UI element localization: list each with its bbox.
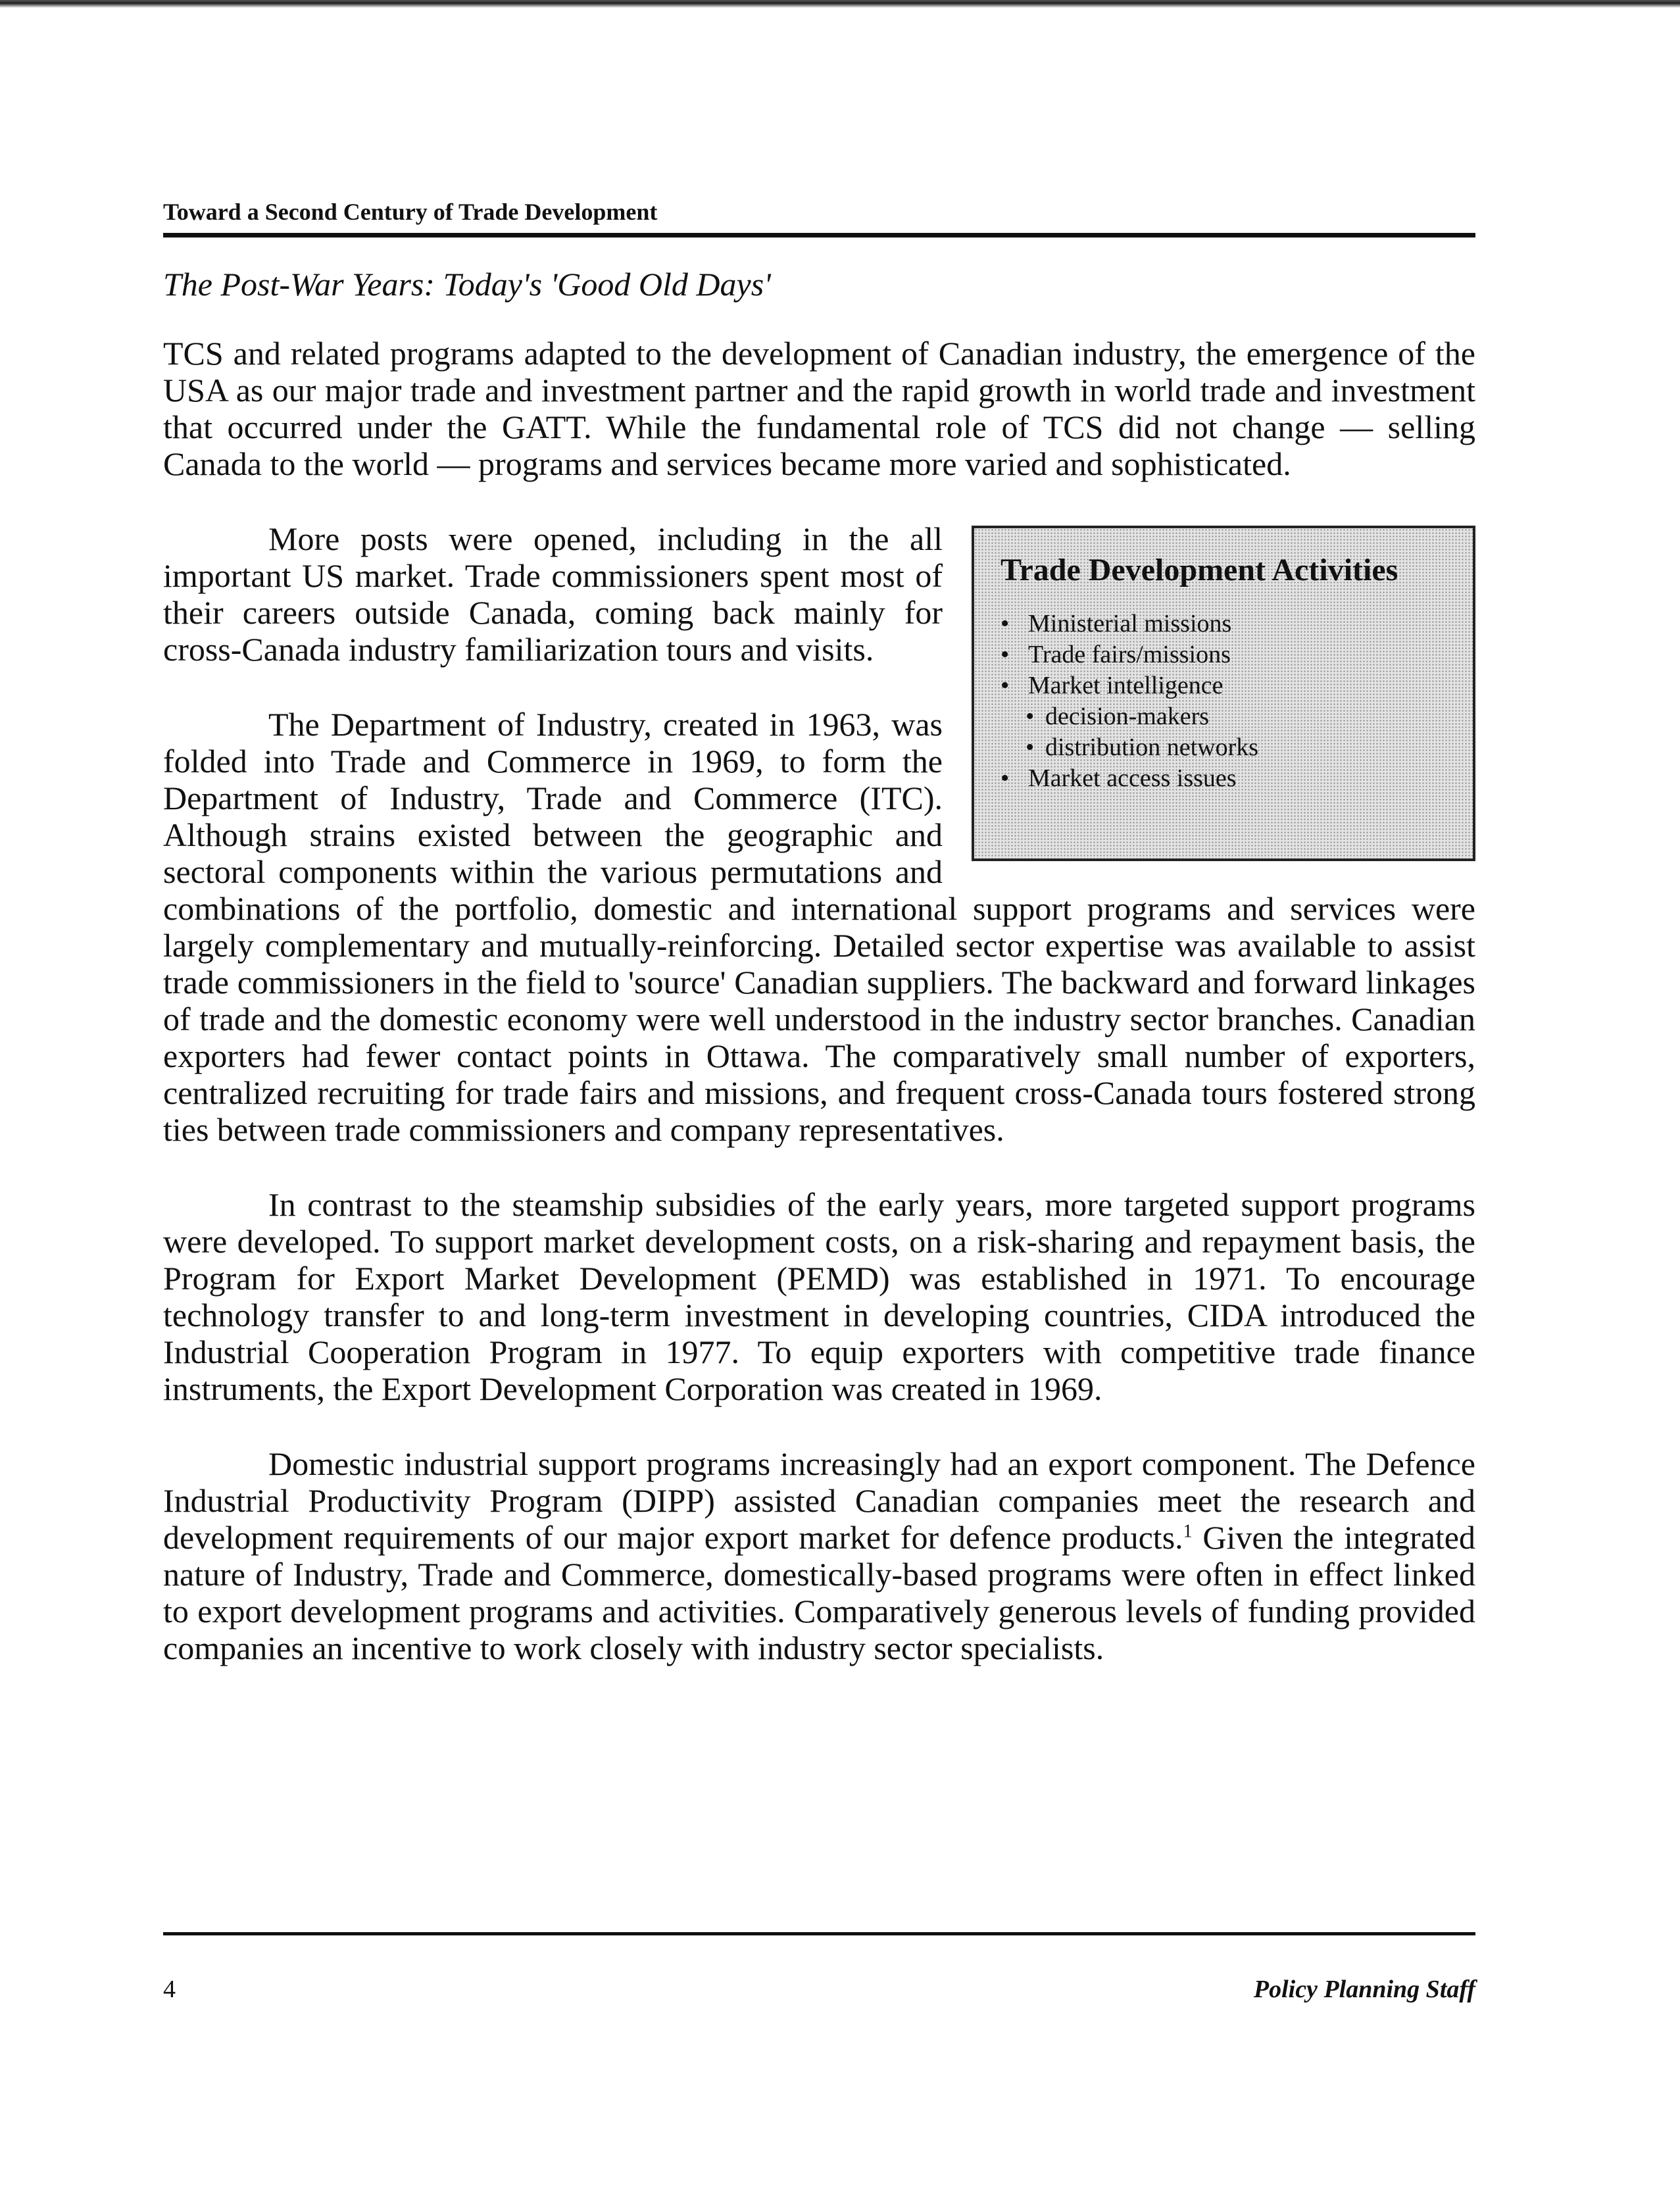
sidebar-title: Trade Development Activities: [1001, 553, 1398, 587]
paragraph-department: The Department of Industry, created in 1963, was folded into Trade and Commerce in 1969, to form the Department of Industry, Trade and Commerce (ITC). Although strains existed between the geographic and sectoral components within the various permutations and combinations of the portfolio, domestic and international support programs and services were largely complementary and mutually-reinforcing. Detailed sector expertise was available to assist trade commissioners in the field to 'source' Canadian suppliers. The backward and forward linkages of trade and the domestic economy were well understood in the industry sector branches. Canadian exporters had fewer contact points in Ottawa. The comparatively small number of exporters, centralized recruiting for trade fairs and missions, and frequent cross-Canada tours fostered strong ties between trade commissioners and company representatives.: [163, 706, 1475, 1148]
sidebar-item: • Trade fairs/missions: [1001, 639, 1453, 670]
sidebar-list: [1001, 609, 1453, 794]
running-header: Toward a Second Century of Trade Development: [163, 195, 1475, 237]
scan-edge: [0, 0, 1680, 8]
page-number: 4: [163, 1976, 176, 2003]
bullet-icon: •: [1025, 703, 1035, 730]
paragraph-intro: TCS and related programs adapted to the development of Canadian industry, the emergence of the USA as our major trade and investment partner and the rapid growth in world trade and investment that occurred under the GATT. While the fundamental role of TCS did not change — selling Canada to the world — programs and services became more varied and sophisticated.: [163, 335, 1475, 482]
bullet-icon: •: [1001, 610, 1010, 637]
paragraph-programs: In contrast to the steamship subsidies of the early years, more targeted support programs were developed. To support market development costs, on a risk-sharing and repayment basis, the Program for Export Market Development (PEMD) was established in 1971. To encourage technology transfer to and long-term investment in developing countries, CIDA introduced the Industrial Cooperation Program in 1977. To equip exporters with competitive trade finance instruments, the Export Development Corporation was created in 1969.: [163, 1186, 1475, 1407]
sidebar-item: • Market access issues: [1001, 763, 1453, 794]
page-content: [163, 195, 1475, 1705]
bullet-icon: •: [1001, 672, 1010, 699]
bullet-icon: •: [1025, 734, 1035, 761]
bullet-icon: •: [1001, 641, 1010, 668]
sidebar-subitem: • decision-makers: [1001, 701, 1453, 732]
sidebar-item: • Market intelligence: [1001, 670, 1453, 701]
footnote-ref: 1: [1183, 1521, 1193, 1542]
sidebar-item: • Ministerial missions: [1001, 609, 1453, 639]
sidebar-subitem: • distribution networks: [1001, 732, 1453, 763]
paragraph-posts: More posts were opened, including in the all important US market. Trade commissioners spent most of their careers outside Canada, coming back mainly for cross-Canada industry familiarization tours and visits.: [163, 520, 943, 668]
bullet-icon: •: [1001, 764, 1010, 792]
footer-rule: [163, 1932, 1475, 1935]
trade-development-activities-box: [972, 526, 1475, 861]
footer-organization: Policy Planning Staff: [1253, 1976, 1475, 2003]
section-title: The Post-War Years: Today's 'Good Old Days': [163, 266, 771, 303]
paragraph-domestic: Domestic industrial support programs increasingly had an export component. The Defence Industrial Productivity Program (DIPP) assisted Canadian companies meet the research and development requirements of our major export market for defence products.$^1$ Given the integrated nature of Industry, Trade and Commerce, domestically-based programs were often in effect linked to export development programs and activities. Comparatively generous levels of funding provided companies an incentive to work closely with industry sector specialists.: [163, 1445, 1475, 1666]
body-text: [163, 335, 1475, 1666]
